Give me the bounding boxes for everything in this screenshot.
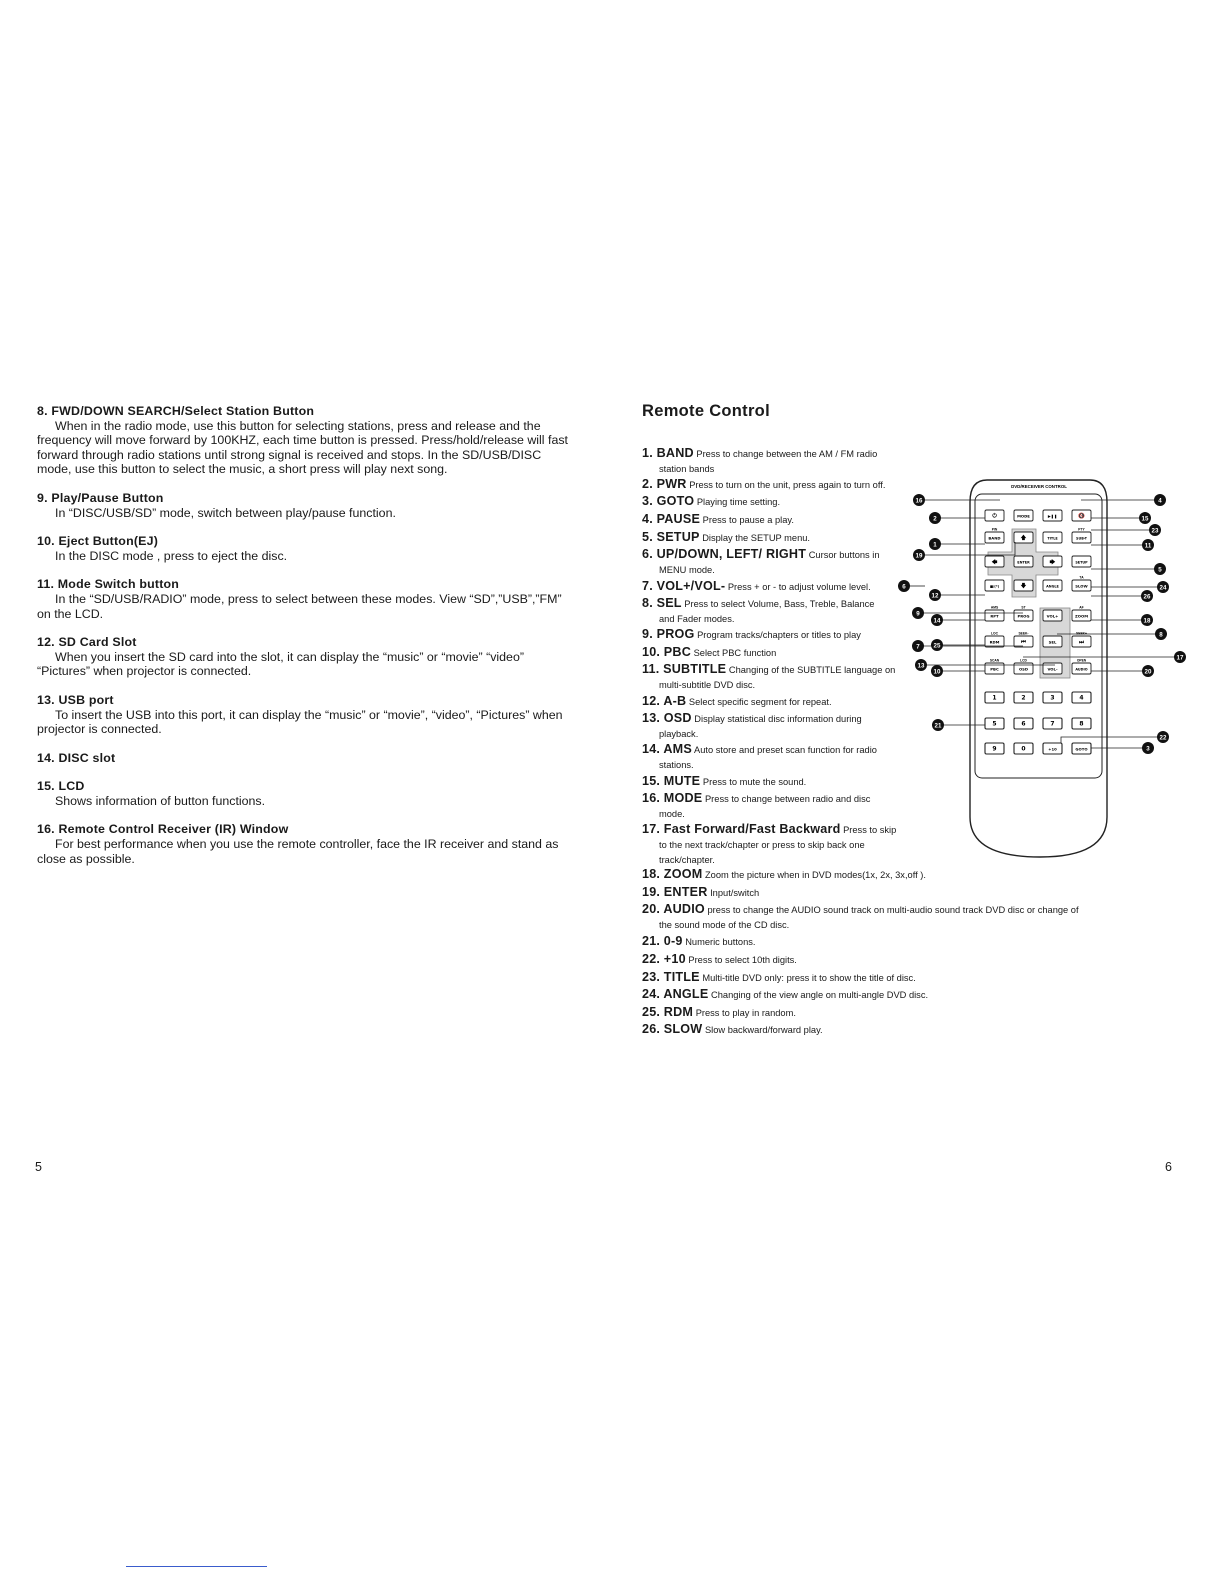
section-heading: 9. Play/Pause Button [37, 490, 164, 505]
remote-key-label: 🡆 [1049, 559, 1056, 566]
function-desc-cont: multi-subtitle DVD disc. [659, 680, 756, 690]
remote-function-item [642, 987, 928, 1003]
remote-function-item [642, 774, 806, 790]
callout-number: 4 [1158, 497, 1162, 505]
remote-key-label: GOTO [1075, 746, 1088, 752]
remote-key-label: 5 [992, 720, 997, 728]
function-desc-cont: stations. [659, 760, 694, 770]
remote-key-sublabel: TA [1079, 575, 1084, 580]
remote-function-item [642, 952, 797, 968]
left-page [37, 404, 577, 880]
callout-number: 12 [931, 592, 939, 600]
callout-number: 15 [1141, 515, 1149, 523]
callout-number: 23 [1151, 527, 1159, 535]
function-desc: Press to change between radio and disc [704, 794, 871, 804]
function-desc: Slow backward/forward play. [704, 1025, 823, 1035]
function-term: 10. PBC [642, 645, 691, 659]
left-section [37, 577, 577, 621]
function-desc: Playing time setting. [696, 497, 781, 507]
remote-key-label: 1 [992, 694, 997, 702]
function-desc: Changing of the view angle on multi-angle DVD disc. [711, 990, 929, 1000]
function-desc: Select PBC function [693, 648, 777, 658]
function-desc: press to change the AUDIO sound track on multi-audio sound track DVD disc or change of [707, 905, 1079, 915]
remote-function-item [642, 711, 862, 742]
left-section [37, 693, 577, 737]
callout-number: 7 [916, 643, 920, 651]
callout-number: 16 [915, 497, 923, 505]
remote-key-label: ANGLE [1046, 584, 1059, 589]
left-section [37, 534, 577, 563]
callout-number: 10 [933, 668, 941, 676]
function-desc: Press to play in random. [695, 1008, 796, 1018]
function-desc: Display statistical disc information during [694, 714, 862, 724]
function-desc: Press to mute the sound. [702, 777, 807, 787]
section-body: In “DISC/USB/SD” mode, switch between play/pause function. [55, 505, 396, 520]
remote-key-label: OSD [1018, 666, 1029, 672]
remote-key-label: PBC [990, 666, 999, 672]
remote-key-label: 4 [1079, 694, 1084, 702]
function-desc: Cursor buttons in [808, 550, 880, 560]
remote-key-label: SUB-T [1076, 536, 1087, 541]
remote-key-label: 3 [1050, 694, 1055, 702]
remote-key-label: ZOOM [1075, 613, 1088, 619]
callout-number: 9 [916, 610, 920, 618]
remote-key-sublabel: SEEK- [1018, 631, 1029, 636]
remote-function-item [642, 970, 916, 986]
remote-header-label: DVD/RECEIVER CONTROL [1011, 484, 1067, 489]
section-body: In the “SD/USB/RADIO” mode, press to select between these modes. View “SD”,”USB”,”FM” on the LCD. [37, 591, 562, 621]
callout-number: 19 [915, 552, 923, 560]
function-desc-cont: playback. [659, 729, 699, 739]
section-body: To insert the USB into this port, it can display the “music” or “movie”, “video”, “Pictures” when projector is connected. [37, 707, 563, 737]
section-heading: 15. LCD [37, 779, 85, 794]
footer-link-line [126, 1566, 267, 1567]
remote-key-sublabel: LCD [1020, 658, 1027, 663]
left-section [37, 822, 577, 866]
remote-key-label: VOL+ [1046, 613, 1059, 619]
callout-number: 14 [933, 617, 941, 625]
remote-key-label: ■/(*) [989, 584, 1000, 589]
remote-key-label: TITLE [1047, 536, 1058, 541]
function-term: 8. SEL [642, 596, 682, 610]
function-desc: Select specific segment for repeat. [688, 697, 832, 707]
remote-key-sublabel: AMS [990, 605, 999, 610]
function-desc: Press to change between the AM / FM radio [696, 449, 878, 459]
function-desc: Multi-title DVD only: press it to show the title of disc. [702, 973, 916, 983]
callout-number: 20 [1144, 668, 1152, 676]
remote-key-label: 7 [1050, 720, 1055, 728]
function-desc: Program tracks/chapters or titles to play [697, 630, 861, 640]
section-body: In the DISC mode , press to eject the disc. [55, 548, 288, 563]
function-term: 23. TITLE [642, 970, 700, 984]
callout-number: 24 [1159, 584, 1167, 592]
callout-number: 18 [1143, 617, 1151, 625]
function-desc: Press to skip [843, 825, 897, 835]
function-term: 12. A-B [642, 694, 687, 708]
remote-key-label: ⏮ [1021, 639, 1026, 646]
left-section [37, 751, 577, 766]
function-term: 26. SLOW [642, 1022, 703, 1036]
remote-function-item [642, 902, 1079, 933]
function-desc: Changing of the SUBTITLE language on [728, 665, 896, 675]
callout-number: 13 [917, 662, 925, 670]
section-heading: 8. FWD/DOWN SEARCH/Select Station Button [37, 404, 315, 418]
function-desc: Input/switch [710, 888, 760, 898]
remote-key-label: RPT [990, 613, 999, 619]
function-term: 18. ZOOM [642, 867, 703, 881]
remote-function-item [642, 477, 885, 493]
remote-key-label: 8 [1079, 720, 1084, 728]
callout-number: 22 [1159, 734, 1167, 742]
remote-function-item [642, 494, 780, 510]
function-term: 20. AUDIO [642, 902, 705, 916]
section-heading: 12. SD Card Slot [37, 635, 137, 650]
callout-number: 17 [1176, 654, 1184, 662]
remote-function-item [642, 579, 871, 595]
remote-function-item [642, 446, 877, 477]
remote-function-item [642, 694, 832, 710]
function-desc-cont: mode. [659, 809, 685, 819]
function-desc: Numeric buttons. [685, 937, 756, 947]
function-term: 24. ANGLE [642, 987, 709, 1001]
remote-key-sublabel: SEEK+ [1076, 631, 1087, 636]
function-term: 25. RDM [642, 1005, 694, 1019]
function-term: 16. MODE [642, 791, 703, 805]
remote-key-label: 2 [1021, 694, 1026, 702]
callout-number: 26 [1143, 593, 1151, 601]
remote-key-label: SEL [1048, 639, 1057, 645]
remote-key-label: 🡅 [1020, 535, 1027, 542]
remote-function-item [642, 791, 870, 822]
function-term: 21. 0-9 [642, 934, 683, 948]
callout-number: 1 [933, 541, 937, 549]
section-heading: 14. DISC slot [37, 750, 116, 765]
remote-key-label: AUDIO [1075, 667, 1088, 672]
left-section [37, 635, 577, 679]
function-desc-cont: and Fader modes. [659, 614, 735, 624]
function-term: 5. SETUP [642, 530, 700, 544]
callout-number: 6 [902, 583, 906, 591]
function-desc: Auto store and preset scan function for radio [694, 745, 877, 755]
callout-number: 3 [1146, 745, 1150, 753]
function-desc-cont: the sound mode of the CD disc. [659, 920, 790, 930]
section-body: When in the radio mode, use this button for selecting stations, press and release and the frequency will move forward by 100KHZ, each time button is pressed. Press/hold/release will fast forward through radio stations until strong signal is received and stops. In the SD/USB/DISC mode, use this button to select the music, a short press will play next song. [37, 418, 568, 477]
function-desc-cont: MENU mode. [659, 565, 715, 575]
function-term: 4. PAUSE [642, 512, 701, 526]
remote-function-item [642, 512, 794, 528]
remote-key-sublabel: OPEN [1076, 658, 1087, 663]
remote-key-label: BAND [988, 535, 1001, 541]
remote-key-label: 0 [1021, 745, 1026, 753]
remote-key-label: ENTER [1017, 560, 1030, 565]
page-number-left: 5 [35, 1160, 42, 1174]
remote-key-label: SETUP [1075, 560, 1088, 565]
remote-control-illustration [895, 472, 1195, 862]
remote-key-label: SLOW [1075, 583, 1088, 589]
function-term: 15. MUTE [642, 774, 701, 788]
function-term: 11. SUBTITLE [642, 662, 727, 676]
function-term: 19. ENTER [642, 885, 708, 899]
function-desc: Zoom the picture when in DVD modes(1x, 2x, 3x,off ). [704, 870, 926, 880]
remote-function-item [642, 645, 776, 661]
remote-function-item [642, 867, 926, 883]
function-desc-cont: to the next track/chapter or press to skip back one track/chapter. [659, 840, 865, 865]
remote-key-sublabel: PIN [991, 527, 998, 532]
remote-key-label: 6 [1021, 720, 1026, 728]
remote-key-label: PROG [1017, 613, 1030, 619]
function-term: 1. BAND [642, 446, 694, 460]
section-heading: 13. USB port [37, 692, 114, 707]
section-body: When you insert the SD card into the slot, it can display the “music” or “movie” “video” “Pictures” when projector is connected. [37, 649, 524, 679]
left-section [37, 779, 577, 808]
function-term: 22. +10 [642, 952, 686, 966]
remote-key-label: VOL- [1047, 666, 1058, 672]
function-term: 6. UP/DOWN, LEFT/ RIGHT [642, 547, 807, 561]
remote-key-sublabel: ST [1021, 605, 1026, 610]
remote-key-label: MODE [1017, 513, 1030, 519]
section-body: Shows information of button functions. [55, 793, 266, 808]
section-heading: 16. Remote Control Receiver (IR) Window [37, 822, 289, 837]
remote-function-item [642, 627, 861, 643]
function-term: 14. AMS [642, 742, 692, 756]
function-desc: Press to pause a play. [702, 515, 794, 525]
remote-function-item [642, 596, 874, 627]
function-term: 2. PWR [642, 477, 687, 491]
remote-key-label: ⏻ [992, 513, 997, 520]
callout-number: 8 [1159, 631, 1163, 639]
function-term: 9. PROG [642, 627, 695, 641]
function-term: 3. GOTO [642, 494, 695, 508]
remote-key-sublabel: SCAN [989, 658, 1000, 663]
remote-control-title: Remote Control [642, 402, 770, 420]
remote-function-item [642, 662, 895, 693]
function-desc: Press to select 10th digits. [688, 955, 797, 965]
remote-function-item [642, 1005, 796, 1021]
remote-key-label: 🡄 [991, 559, 998, 566]
remote-function-item [642, 885, 759, 901]
remote-function-item [642, 547, 880, 578]
callout-number: 21 [934, 722, 942, 730]
remote-function-item [642, 822, 904, 868]
function-term: 13. OSD [642, 711, 692, 725]
function-desc: Display the SETUP menu. [702, 533, 811, 543]
remote-key-label: +10 [1048, 746, 1057, 752]
remote-key-label: ▶❚❚ [1047, 513, 1058, 519]
section-body: For best performance when you use the remote controller, face the IR receiver and stand as close as possible. [37, 837, 559, 866]
remote-function-item [642, 530, 810, 546]
remote-key-label: 🔇 [1078, 513, 1085, 520]
function-desc: Press to select Volume, Bass, Treble, Balance [684, 599, 875, 609]
remote-key-sublabel: PTY [1078, 527, 1085, 532]
remote-key-sublabel: AF [1079, 605, 1084, 610]
page-number-right: 6 [1165, 1160, 1172, 1174]
remote-function-item [642, 934, 755, 950]
remote-function-item [642, 742, 877, 773]
callout-number: 5 [1158, 566, 1162, 574]
function-desc-cont: station bands [659, 464, 715, 474]
left-section [37, 404, 577, 477]
remote-key-label: ⏭ [1079, 639, 1084, 646]
remote-key-label: 9 [992, 745, 997, 753]
callout-number: 25 [933, 642, 941, 650]
function-term: 17. Fast Forward/Fast Backward [642, 822, 841, 836]
remote-key-sublabel: LOC [991, 631, 998, 636]
function-desc: Press to turn on the unit, press again to turn off. [689, 480, 886, 490]
callout-number: 2 [933, 515, 937, 523]
section-heading: 11. Mode Switch button [37, 577, 180, 592]
function-term: 7. VOL+/VOL- [642, 579, 726, 593]
left-section [37, 491, 577, 520]
remote-key-label: 🡇 [1020, 583, 1027, 590]
remote-key-label: RDM [989, 639, 1000, 645]
callout-number: 11 [1144, 542, 1152, 550]
section-heading: 10. Eject Button(EJ) [37, 534, 159, 549]
function-desc: Press + or - to adjust volume level. [727, 582, 871, 592]
remote-function-item [642, 1022, 823, 1038]
